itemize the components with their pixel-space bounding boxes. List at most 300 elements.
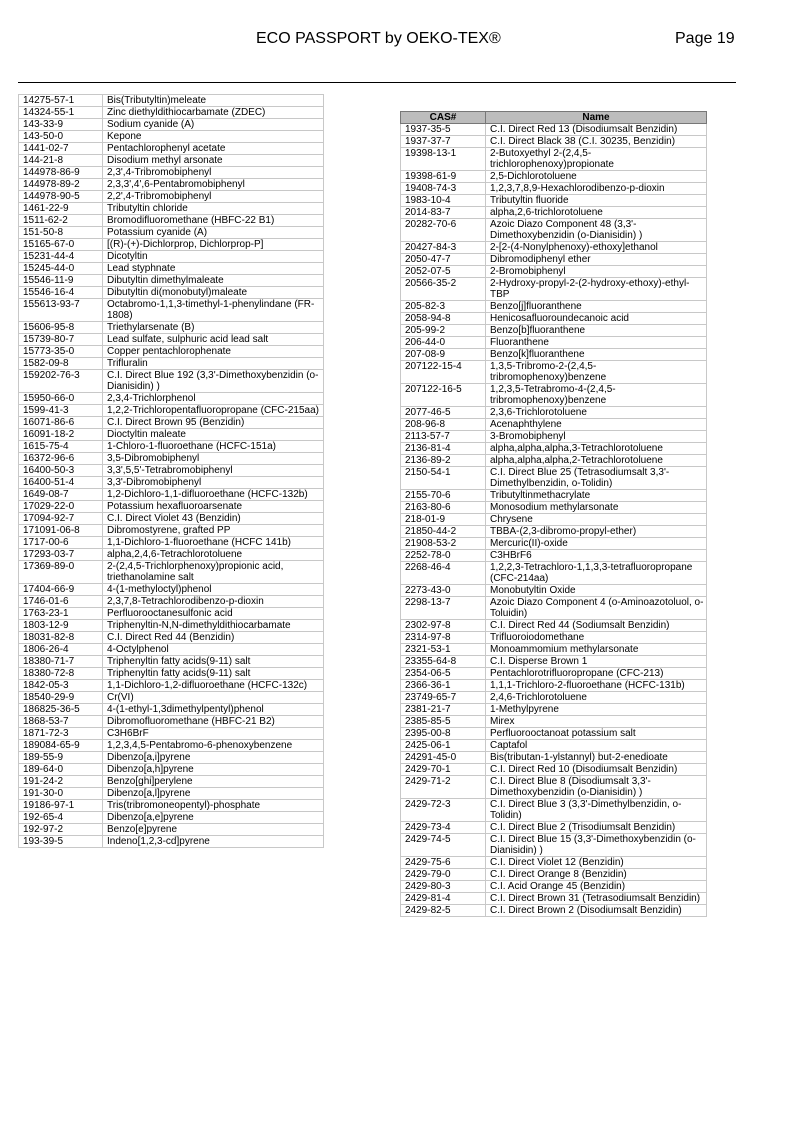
table-row bbox=[19, 275, 324, 287]
table-row bbox=[401, 349, 707, 361]
cas-number-cell: 1763-23-1 bbox=[19, 608, 103, 620]
table-row bbox=[19, 668, 324, 680]
table-row bbox=[401, 680, 707, 692]
substance-name-cell: 3,3'-Dibromobiphenyl bbox=[103, 477, 324, 489]
table-row bbox=[19, 358, 324, 370]
cas-number-cell: 17094-92-7 bbox=[19, 513, 103, 525]
table-row bbox=[401, 692, 707, 704]
cas-number-cell: 14324-55-1 bbox=[19, 107, 103, 119]
cas-number-cell: 192-97-2 bbox=[19, 824, 103, 836]
cas-number-cell: 191-30-0 bbox=[19, 788, 103, 800]
cas-number-cell: 2268-46-4 bbox=[401, 562, 486, 585]
table-row bbox=[401, 313, 707, 325]
substance-name-cell: Triphenyltin fatty acids(9-11) salt bbox=[103, 668, 324, 680]
cas-number-cell: 2077-46-5 bbox=[401, 407, 486, 419]
substance-name-cell: Bis(Tributyltin)meleate bbox=[103, 95, 324, 107]
table-row bbox=[401, 893, 707, 905]
substance-name-cell: Azoic Diazo Component 48 (3,3'-Dimethoxybenzidin (o-Dianisidin) ) bbox=[486, 219, 707, 242]
table-row bbox=[401, 325, 707, 337]
cas-number-cell: 2429-70-1 bbox=[401, 764, 486, 776]
table-row bbox=[19, 824, 324, 836]
cas-number-cell: 1599-41-3 bbox=[19, 405, 103, 417]
cas-number-cell: 1868-53-7 bbox=[19, 716, 103, 728]
cas-number-cell: 17293-03-7 bbox=[19, 549, 103, 561]
substance-name-cell: 1,2,3,4,5-Pentabromo-6-phenoxybenzene bbox=[103, 740, 324, 752]
table-row bbox=[401, 869, 707, 881]
table-row bbox=[19, 263, 324, 275]
table-row bbox=[401, 419, 707, 431]
substance-name-cell: Perfluorooctanesulfonic acid bbox=[103, 608, 324, 620]
cas-number-cell: 2366-36-1 bbox=[401, 680, 486, 692]
cas-number-cell: 15231-44-4 bbox=[19, 251, 103, 263]
substance-name-cell: Dibutyltin dimethylmaleate bbox=[103, 275, 324, 287]
cas-number-cell: 2298-13-7 bbox=[401, 597, 486, 620]
table-row bbox=[19, 299, 324, 322]
name-column-header: Name bbox=[486, 112, 707, 124]
substance-name-cell: 1,2,2,3-Tetrachloro-1,1,3,3-tetrafluoropropane (CFC-214aa) bbox=[486, 562, 707, 585]
table-row bbox=[19, 429, 324, 441]
table-row bbox=[19, 596, 324, 608]
cas-number-cell: 20427-84-3 bbox=[401, 242, 486, 254]
table-row bbox=[401, 124, 707, 136]
table-row bbox=[401, 562, 707, 585]
table-row bbox=[401, 740, 707, 752]
table-row bbox=[19, 287, 324, 299]
substance-name-cell: 2-Bromobiphenyl bbox=[486, 266, 707, 278]
cas-number-cell: 16400-50-3 bbox=[19, 465, 103, 477]
table-row bbox=[19, 632, 324, 644]
table-row bbox=[401, 620, 707, 632]
table-row bbox=[19, 179, 324, 191]
substance-name-cell: 1-Chloro-1-fluoroethane (HCFC-151a) bbox=[103, 441, 324, 453]
substance-name-cell: 1,1-Dichloro-1-fluoroethane (HCFC 141b) bbox=[103, 537, 324, 549]
cas-number-cell: 1441-02-7 bbox=[19, 143, 103, 155]
substance-name-cell: Octabromo-1,1,3-timethyl-1-phenylindane (FR-1808) bbox=[103, 299, 324, 322]
cas-number-cell: 207122-16-5 bbox=[401, 384, 486, 407]
table-row bbox=[401, 514, 707, 526]
cas-number-cell: 1803-12-9 bbox=[19, 620, 103, 632]
cas-number-cell: 2302-97-8 bbox=[401, 620, 486, 632]
cas-number-cell: 17404-66-9 bbox=[19, 584, 103, 596]
table-row bbox=[19, 513, 324, 525]
table-row bbox=[19, 155, 324, 167]
substance-name-cell: Tributyltin chloride bbox=[103, 203, 324, 215]
cas-number-cell: 1983-10-4 bbox=[401, 195, 486, 207]
substance-name-cell: C.I. Direct Blue 2 (Trisodiumsalt Benzidin) bbox=[486, 822, 707, 834]
cas-number-cell: 171091-06-8 bbox=[19, 525, 103, 537]
substance-name-cell: Kepone bbox=[103, 131, 324, 143]
table-row bbox=[401, 716, 707, 728]
substance-name-cell: Mirex bbox=[486, 716, 707, 728]
table-row bbox=[19, 561, 324, 584]
cas-number-cell: 17369-89-0 bbox=[19, 561, 103, 584]
substance-name-cell: 1,1,1-Trichloro-2-fluoroethane (HCFC-131b) bbox=[486, 680, 707, 692]
substance-name-cell: 2,3,3',4',6-Pentabromobiphenyl bbox=[103, 179, 324, 191]
cas-number-cell: 2113-57-7 bbox=[401, 431, 486, 443]
substance-name-cell: Dibenzo[a,e]pyrene bbox=[103, 812, 324, 824]
document-title: ECO PASSPORT by OEKO-TEX® bbox=[256, 30, 501, 47]
substance-name-cell: Triphenyltin fatty acids(9-11) salt bbox=[103, 656, 324, 668]
cas-number-cell: 18380-71-7 bbox=[19, 656, 103, 668]
table-row bbox=[401, 799, 707, 822]
table-row bbox=[19, 836, 324, 848]
substance-name-cell: C.I. Disperse Brown 1 bbox=[486, 656, 707, 668]
substance-name-cell: Fluoranthene bbox=[486, 337, 707, 349]
table-row bbox=[401, 266, 707, 278]
table-row bbox=[401, 538, 707, 550]
substance-name-cell: Dibenzo[a,h]pyrene bbox=[103, 764, 324, 776]
table-row bbox=[19, 453, 324, 465]
cas-number-cell: 2273-43-0 bbox=[401, 585, 486, 597]
table-row bbox=[19, 346, 324, 358]
table-row bbox=[19, 191, 324, 203]
substance-name-cell: C.I. Direct Violet 12 (Benzidin) bbox=[486, 857, 707, 869]
cas-number-cell: 2050-47-7 bbox=[401, 254, 486, 266]
substance-name-cell: 2-[2-(4-Nonylphenoxy)-ethoxy]ethanol bbox=[486, 242, 707, 254]
cas-number-cell: 23749-65-7 bbox=[401, 692, 486, 704]
cas-number-cell: 1649-08-7 bbox=[19, 489, 103, 501]
substance-name-cell: Dibenzo[a,i]pyrene bbox=[103, 752, 324, 764]
substance-name-cell: Tris(tribromoneopentyl)-phosphate bbox=[103, 800, 324, 812]
substance-name-cell: Zinc diethyldithiocarbamate (ZDEC) bbox=[103, 107, 324, 119]
substance-name-cell: 1,2,3,7,8,9-Hexachlorodibenzo-p-dioxin bbox=[486, 183, 707, 195]
table-row bbox=[19, 417, 324, 429]
cas-number-cell: 2163-80-6 bbox=[401, 502, 486, 514]
table-row bbox=[19, 107, 324, 119]
substance-table-left bbox=[18, 94, 324, 848]
cas-number-cell: 15950-66-0 bbox=[19, 393, 103, 405]
cas-number-cell: 1937-35-5 bbox=[401, 124, 486, 136]
table-row bbox=[19, 465, 324, 477]
table-row bbox=[19, 716, 324, 728]
cas-number-cell: 1806-26-4 bbox=[19, 644, 103, 656]
cas-number-cell: 21908-53-2 bbox=[401, 538, 486, 550]
substance-name-cell: C.I. Direct Blue 192 (3,3'-Dimethoxybenzidin (o-Dianisidin) ) bbox=[103, 370, 324, 393]
table-row bbox=[401, 728, 707, 740]
cas-number-cell: 205-99-2 bbox=[401, 325, 486, 337]
table-row bbox=[19, 143, 324, 155]
cas-number-cell: 1937-37-7 bbox=[401, 136, 486, 148]
substance-name-cell: C.I. Direct Brown 95 (Benzidin) bbox=[103, 417, 324, 429]
table-row bbox=[401, 219, 707, 242]
cas-number-cell: 207122-15-4 bbox=[401, 361, 486, 384]
substance-name-cell: C.I. Direct Blue 25 (Tetrasodiumsalt 3,3'-Dimethylbenzidin, o-Tolidin) bbox=[486, 467, 707, 490]
cas-number-cell: 2395-00-8 bbox=[401, 728, 486, 740]
substance-name-cell: Copper pentachlorophenate bbox=[103, 346, 324, 358]
cas-number-cell: 20566-35-2 bbox=[401, 278, 486, 301]
table-row bbox=[401, 752, 707, 764]
table-row bbox=[19, 370, 324, 393]
substance-name-cell: Tributyltin fluoride bbox=[486, 195, 707, 207]
table-row bbox=[19, 608, 324, 620]
cas-number-cell: 144-21-8 bbox=[19, 155, 103, 167]
table-row bbox=[401, 656, 707, 668]
substance-name-cell: Mercuric(II)-oxide bbox=[486, 538, 707, 550]
cas-number-cell: 189084-65-9 bbox=[19, 740, 103, 752]
cas-number-cell: 20282-70-6 bbox=[401, 219, 486, 242]
substance-name-cell: C3H6BrF bbox=[103, 728, 324, 740]
substance-name-cell: Dibromodiphenyl ether bbox=[486, 254, 707, 266]
substance-table-right-body bbox=[401, 124, 707, 917]
table-row bbox=[19, 752, 324, 764]
table-row bbox=[19, 800, 324, 812]
table-row bbox=[401, 407, 707, 419]
table-row bbox=[401, 183, 707, 195]
substance-name-cell: 1,2,2-Trichloropentafluoropropane (CFC-215aa) bbox=[103, 405, 324, 417]
table-row bbox=[401, 776, 707, 799]
table-row bbox=[19, 812, 324, 824]
cas-number-cell: 189-64-0 bbox=[19, 764, 103, 776]
table-row bbox=[401, 502, 707, 514]
substance-name-cell: 2-(2,4,5-Trichlorphenoxy)propionic acid, triethanolamine salt bbox=[103, 561, 324, 584]
cas-number-cell: 2429-81-4 bbox=[401, 893, 486, 905]
table-row bbox=[19, 441, 324, 453]
table-row bbox=[401, 242, 707, 254]
table-row bbox=[19, 227, 324, 239]
substance-name-cell: C.I. Direct Red 44 (Sodiumsalt Benzidin) bbox=[486, 620, 707, 632]
cas-number-cell: 191-24-2 bbox=[19, 776, 103, 788]
table-header-row bbox=[401, 112, 707, 124]
table-row bbox=[401, 467, 707, 490]
substance-name-cell: Dicotyltin bbox=[103, 251, 324, 263]
substance-name-cell: C.I. Direct Brown 31 (Tetrasodiumsalt Benzidin) bbox=[486, 893, 707, 905]
cas-number-cell: 151-50-8 bbox=[19, 227, 103, 239]
cas-number-cell: 24291-45-0 bbox=[401, 752, 486, 764]
substance-name-cell: Trifluoroiodomethane bbox=[486, 632, 707, 644]
substance-name-cell: Indeno[1,2,3-cd]pyrene bbox=[103, 836, 324, 848]
substance-table-left-body bbox=[19, 95, 324, 848]
table-row bbox=[401, 195, 707, 207]
substance-name-cell: C3HBrF6 bbox=[486, 550, 707, 562]
table-row bbox=[401, 881, 707, 893]
cas-number-cell: 159202-76-3 bbox=[19, 370, 103, 393]
table-row bbox=[401, 585, 707, 597]
cas-number-cell: 2385-85-5 bbox=[401, 716, 486, 728]
substance-name-cell: Potassium cyanide (A) bbox=[103, 227, 324, 239]
substance-name-cell: Triethylarsenate (B) bbox=[103, 322, 324, 334]
substance-table-right bbox=[400, 111, 707, 917]
table-row bbox=[19, 95, 324, 107]
cas-number-cell: 2429-74-5 bbox=[401, 834, 486, 857]
cas-number-cell: 2429-80-3 bbox=[401, 881, 486, 893]
table-row bbox=[401, 254, 707, 266]
cas-number-cell: 2425-06-1 bbox=[401, 740, 486, 752]
substance-name-cell: Benzo[b]fluoranthene bbox=[486, 325, 707, 337]
substance-name-cell: Pentachlorotrifluoropropane (CFC-213) bbox=[486, 668, 707, 680]
substance-name-cell: 4-Octylphenol bbox=[103, 644, 324, 656]
cas-number-cell: 15245-44-0 bbox=[19, 263, 103, 275]
cas-number-cell: 16091-18-2 bbox=[19, 429, 103, 441]
cas-number-cell: 143-33-9 bbox=[19, 119, 103, 131]
substance-name-cell: Disodium methyl arsonate bbox=[103, 155, 324, 167]
table-row bbox=[19, 549, 324, 561]
cas-number-cell: 144978-89-2 bbox=[19, 179, 103, 191]
table-row bbox=[19, 728, 324, 740]
table-row bbox=[19, 203, 324, 215]
table-row bbox=[401, 337, 707, 349]
cas-number-cell: 1461-22-9 bbox=[19, 203, 103, 215]
substance-name-cell: 1,1-Dichloro-1,2-difluoroethane (HCFC-132c) bbox=[103, 680, 324, 692]
substance-name-cell: 2,3',4-Tribromobiphenyl bbox=[103, 167, 324, 179]
substance-name-cell: C.I. Direct Brown 2 (Disodiumsalt Benzidin) bbox=[486, 905, 707, 917]
cas-number-cell: 2155-70-6 bbox=[401, 490, 486, 502]
cas-number-cell: 15773-35-0 bbox=[19, 346, 103, 358]
cas-number-cell: 2321-53-1 bbox=[401, 644, 486, 656]
cas-number-cell: 19398-61-9 bbox=[401, 171, 486, 183]
substance-name-cell: Triphenyltin-N,N-dimethyldithiocarbamate bbox=[103, 620, 324, 632]
cas-number-cell: 19408-74-3 bbox=[401, 183, 486, 195]
substance-name-cell: [(R)-(+)-Dichlorprop, Dichlorprop-P] bbox=[103, 239, 324, 251]
cas-number-cell: 2136-89-2 bbox=[401, 455, 486, 467]
table-row bbox=[19, 692, 324, 704]
substance-name-cell: 3,5-Dibromobiphenyl bbox=[103, 453, 324, 465]
substance-name-cell: Trifluralin bbox=[103, 358, 324, 370]
cas-number-cell: 2429-82-5 bbox=[401, 905, 486, 917]
cas-number-cell: 2429-73-4 bbox=[401, 822, 486, 834]
cas-number-cell: 205-82-3 bbox=[401, 301, 486, 313]
cas-number-cell: 21850-44-2 bbox=[401, 526, 486, 538]
substance-name-cell: 2,4,6-Trichlorotoluene bbox=[486, 692, 707, 704]
table-row bbox=[19, 788, 324, 800]
header-divider bbox=[18, 82, 736, 83]
cas-number-cell: 15606-95-8 bbox=[19, 322, 103, 334]
table-row bbox=[401, 171, 707, 183]
table-row bbox=[19, 680, 324, 692]
table-row bbox=[401, 148, 707, 171]
cas-number-cell: 2429-72-3 bbox=[401, 799, 486, 822]
table-row bbox=[401, 905, 707, 917]
substance-name-cell: Benzo[j]fluoranthene bbox=[486, 301, 707, 313]
cas-number-cell: 2150-54-1 bbox=[401, 467, 486, 490]
substance-name-cell: Dibenzo[a,l]pyrene bbox=[103, 788, 324, 800]
table-row bbox=[401, 526, 707, 538]
cas-number-cell: 19186-97-1 bbox=[19, 800, 103, 812]
table-row bbox=[401, 490, 707, 502]
table-row bbox=[19, 393, 324, 405]
cas-number-cell: 18031-82-8 bbox=[19, 632, 103, 644]
substance-name-cell: Acenaphthylene bbox=[486, 419, 707, 431]
cas-number-cell: 2136-81-4 bbox=[401, 443, 486, 455]
substance-name-cell: C.I. Direct Red 44 (Benzidin) bbox=[103, 632, 324, 644]
substance-name-cell: C.I. Direct Blue 8 (Disodiumsalt 3,3'-Dimethoxybenzidin (o-Dianisidin) ) bbox=[486, 776, 707, 799]
cas-number-cell: 2381-21-7 bbox=[401, 704, 486, 716]
substance-name-cell: Potassium hexafluoroarsenate bbox=[103, 501, 324, 513]
substance-name-cell: 1,2-Dichloro-1,1-difluoroethane (HCFC-132b) bbox=[103, 489, 324, 501]
substance-name-cell: C.I. Acid Orange 45 (Benzidin) bbox=[486, 881, 707, 893]
substance-name-cell: alpha,2,4,6-Tetrachlorotoluene bbox=[103, 549, 324, 561]
cas-column-header: CAS# bbox=[401, 112, 486, 124]
substance-name-cell: alpha,2,6-trichlorotoluene bbox=[486, 207, 707, 219]
substance-table-right-header bbox=[401, 112, 707, 124]
substance-name-cell: TBBA-(2,3-dibromo-propyl-ether) bbox=[486, 526, 707, 538]
substance-name-cell: Lead sulfate, sulphuric acid lead salt bbox=[103, 334, 324, 346]
substance-name-cell: 2,3,6-Trichlorotoluene bbox=[486, 407, 707, 419]
cas-number-cell: 16372-96-6 bbox=[19, 453, 103, 465]
cas-number-cell: 2252-78-0 bbox=[401, 550, 486, 562]
table-row bbox=[19, 251, 324, 263]
substance-name-cell: 1-Methylpyrene bbox=[486, 704, 707, 716]
table-row bbox=[401, 644, 707, 656]
substance-name-cell: alpha,alpha,alpha,2-Tetrachlorotoluene bbox=[486, 455, 707, 467]
substance-name-cell: Sodium cyanide (A) bbox=[103, 119, 324, 131]
substance-name-cell: Benzo[ghi]perylene bbox=[103, 776, 324, 788]
cas-number-cell: 192-65-4 bbox=[19, 812, 103, 824]
cas-number-cell: 15739-80-7 bbox=[19, 334, 103, 346]
table-row bbox=[19, 704, 324, 716]
substance-name-cell: Dioctyltin maleate bbox=[103, 429, 324, 441]
cas-number-cell: 186825-36-5 bbox=[19, 704, 103, 716]
table-row bbox=[19, 501, 324, 513]
table-row bbox=[19, 131, 324, 143]
substance-name-cell: Monobutyltin Oxide bbox=[486, 585, 707, 597]
substance-name-cell: C.I. Direct Orange 8 (Benzidin) bbox=[486, 869, 707, 881]
table-row bbox=[19, 322, 324, 334]
table-row bbox=[401, 301, 707, 313]
table-row bbox=[401, 764, 707, 776]
table-row bbox=[401, 443, 707, 455]
table-row bbox=[401, 550, 707, 562]
table-row bbox=[401, 136, 707, 148]
cas-number-cell: 17029-22-0 bbox=[19, 501, 103, 513]
table-row bbox=[401, 431, 707, 443]
cas-number-cell: 2314-97-8 bbox=[401, 632, 486, 644]
table-row bbox=[401, 668, 707, 680]
substance-name-cell: 4-(1-ethyl-1,3dimethylpentyl)phenol bbox=[103, 704, 324, 716]
substance-name-cell: Captafol bbox=[486, 740, 707, 752]
table-row bbox=[19, 477, 324, 489]
cas-number-cell: 15546-16-4 bbox=[19, 287, 103, 299]
cas-number-cell: 16071-86-6 bbox=[19, 417, 103, 429]
cas-number-cell: 2429-71-2 bbox=[401, 776, 486, 799]
table-row bbox=[401, 278, 707, 301]
table-row bbox=[19, 167, 324, 179]
substance-name-cell: Monoammomium methylarsonate bbox=[486, 644, 707, 656]
table-row bbox=[401, 822, 707, 834]
cas-number-cell: 16400-51-4 bbox=[19, 477, 103, 489]
cas-number-cell: 23355-64-8 bbox=[401, 656, 486, 668]
table-row bbox=[401, 632, 707, 644]
table-row bbox=[19, 525, 324, 537]
table-row bbox=[19, 740, 324, 752]
substance-name-cell: C.I. Direct Red 13 (Disodiumsalt Benzidin) bbox=[486, 124, 707, 136]
substance-name-cell: 2,5-Dichlorotoluene bbox=[486, 171, 707, 183]
cas-number-cell: 218-01-9 bbox=[401, 514, 486, 526]
substance-name-cell: alpha,alpha,alpha,3-Tetrachlorotoluene bbox=[486, 443, 707, 455]
substance-name-cell: C.I. Direct Blue 15 (3,3'-Dimethoxybenzidin (o-Dianisidin) ) bbox=[486, 834, 707, 857]
cas-number-cell: 1871-72-3 bbox=[19, 728, 103, 740]
cas-number-cell: 15165-67-0 bbox=[19, 239, 103, 251]
substance-name-cell: Perfluorooctanoat potassium salt bbox=[486, 728, 707, 740]
table-row bbox=[19, 656, 324, 668]
substance-name-cell: Benzo[k]fluoranthene bbox=[486, 349, 707, 361]
cas-number-cell: 1717-00-6 bbox=[19, 537, 103, 549]
substance-name-cell: Dibromostyrene, grafted PP bbox=[103, 525, 324, 537]
table-row bbox=[19, 620, 324, 632]
cas-number-cell: 1746-01-6 bbox=[19, 596, 103, 608]
table-row bbox=[19, 239, 324, 251]
substance-name-cell: Monosodium methylarsonate bbox=[486, 502, 707, 514]
table-row bbox=[401, 597, 707, 620]
table-row bbox=[401, 834, 707, 857]
substance-name-cell: 2,3,4-Trichlorphenol bbox=[103, 393, 324, 405]
table-row bbox=[401, 384, 707, 407]
substance-name-cell: C.I. Direct Black 38 (C.I. 30235, Benzidin) bbox=[486, 136, 707, 148]
table-row bbox=[401, 455, 707, 467]
substance-name-cell: 1,3,5-Tribromo-2-(2,4,5-tribromophenoxy)benzene bbox=[486, 361, 707, 384]
cas-number-cell: 1582-09-8 bbox=[19, 358, 103, 370]
cas-number-cell: 14275-57-1 bbox=[19, 95, 103, 107]
cas-number-cell: 2014-83-7 bbox=[401, 207, 486, 219]
